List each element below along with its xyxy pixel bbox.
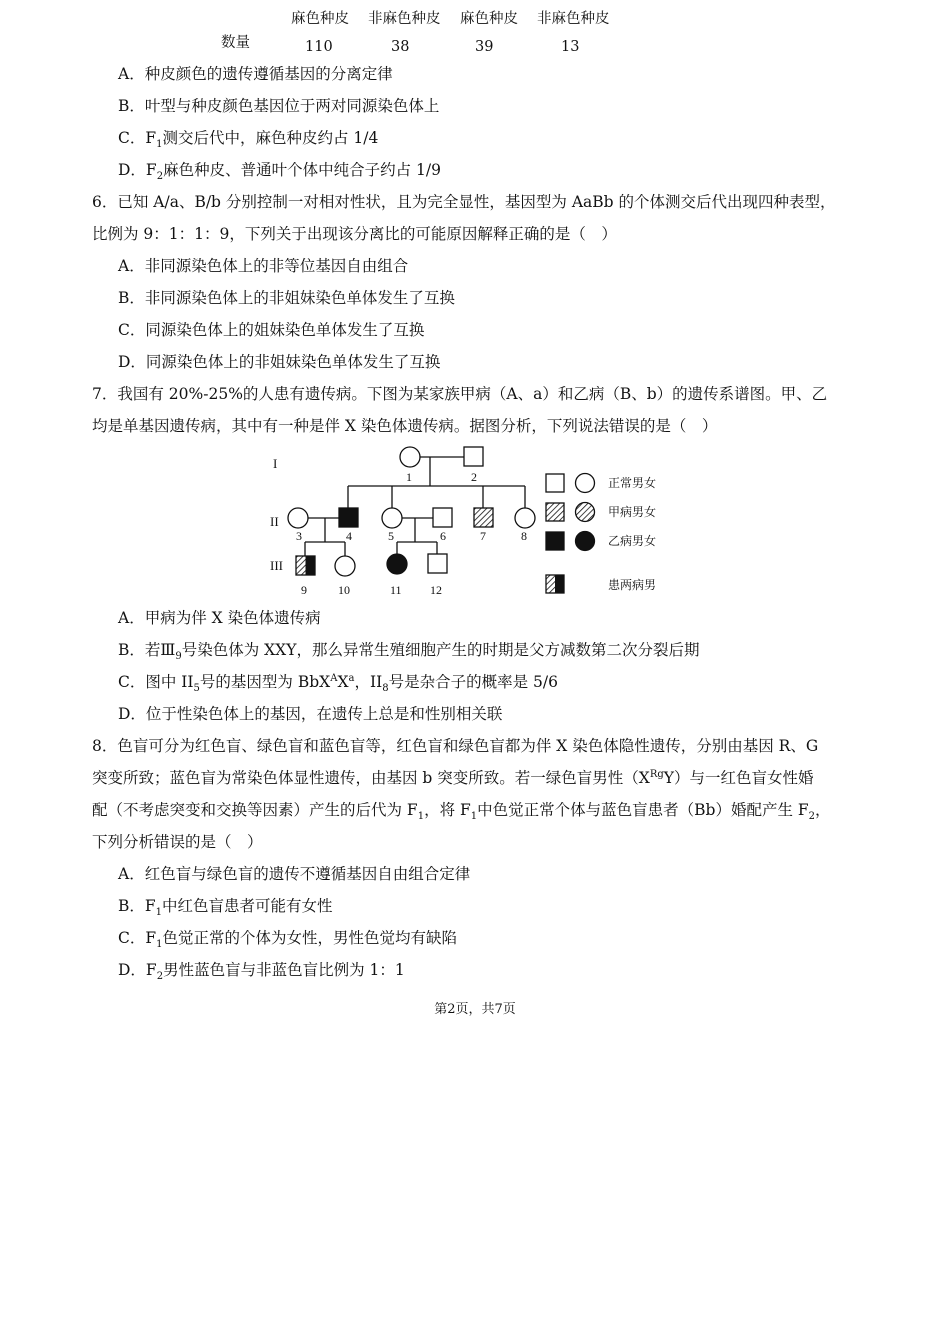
q5-option-a: A．种皮颜色的遗传遵循基因的分离定律 [118, 65, 393, 83]
id-label-6: 6 [440, 529, 446, 543]
individual-ii-6 [433, 508, 452, 527]
q7-option-c: C．图中 $II_5$号的基因型为 $BbX^AX^a$，$II_8$号是杂合子的概率是 5/6 [118, 672, 558, 695]
id-label-11: 11 [390, 583, 402, 597]
q8-stem-line1: 8．色盲可分为红色盲、绿色盲和蓝色盲等，红色盲和绿色盲都为伴 X 染色体隐性遗传，分别由基因 R、G [92, 737, 819, 755]
q6-option-c: C．同源染色体上的姐妹染色单体发生了互换 [118, 321, 425, 339]
id-label-9: 9 [301, 583, 307, 597]
q6-option-b: B．非同源染色体上的非姐妹染色单体发生了互换 [118, 289, 455, 307]
q8-stem-line2: 突变所致；蓝色盲为常染色体显性遗传，由基因 b 突变所致。若一绿色盲男性$(X^{Rg}Y)$与一红色盲女性婚 [92, 768, 814, 787]
individual-ii-3 [288, 508, 308, 528]
q7-stem-line1: 7．我国有 20%-25%的人患有遗传病。下图为某家族甲病（A、a）和乙病（B、b）的遗传系谱图。甲、乙 [92, 385, 828, 403]
legend-label-normal: 正常男女 [608, 476, 657, 490]
table-value-4: 13 [561, 39, 580, 55]
legend-label-a: 甲病男女 [608, 505, 657, 519]
pedigree-diagram [260, 446, 680, 606]
legend-both-male-half [555, 575, 564, 593]
id-label-10: 10 [338, 583, 350, 597]
table-header-4: 非麻色种皮 [537, 11, 610, 27]
individual-i-2 [464, 447, 483, 466]
table-header-2: 非麻色种皮 [368, 11, 441, 27]
page-footer: 第2页，共7页 [434, 1002, 516, 1017]
q6-option-a: A．非同源染色体上的非等位基因自由组合 [118, 257, 409, 275]
legend-b-female [576, 532, 595, 551]
q5-option-d: D．$F_2$麻色种皮、普通叶个体中纯合子约占 1/9 [118, 161, 441, 183]
q8-option-d: D．$F_2$男性蓝色盲与非蓝色盲比例为 1：1 [118, 961, 405, 983]
gen-label-i: I [273, 456, 278, 471]
legend-normal-female [576, 474, 595, 493]
legend-b-male [546, 532, 564, 550]
q8-option-b: B．$F_1$中红色盲患者可能有女性 [118, 897, 333, 919]
id-label-12: 12 [430, 583, 442, 597]
q7-stem-line2: 均是单基因遗传病，其中有一种是伴 X 染色体遗传病。据图分析，下列说法错误的是（ ） [92, 417, 718, 435]
id-label-1: 1 [406, 470, 412, 484]
q8-stem-line4: 下列分析错误的是（ ） [92, 833, 263, 851]
table-value-2: 38 [391, 39, 410, 55]
gen-label-iii: III [270, 558, 283, 573]
q7-option-b: B．若$Ⅲ_9$号染色体为 XXY，那么异常生殖细胞产生的时期是父方减数第二次分裂后期 [118, 641, 700, 663]
legend-label-b: 乙病男女 [608, 534, 657, 548]
table-header-1: 麻色种皮 [291, 11, 349, 27]
q6-option-d: D．同源染色体上的非姐妹染色单体发生了互换 [118, 353, 441, 371]
id-label-2: 2 [471, 470, 477, 484]
individual-iii-11 [387, 554, 407, 574]
q7-option-d: D．位于性染色体上的基因，在遗传上总是和性别相关联 [118, 705, 503, 723]
individual-ii-4 [339, 508, 358, 527]
table-header-3: 麻色种皮 [460, 11, 518, 27]
table-value-1: 110 [305, 39, 333, 55]
q8-option-a: A．红色盲与绿色盲的遗传不遵循基因自由组合定律 [118, 865, 471, 883]
q5-option-c: C．$F_1$测交后代中，麻色种皮约占 1/4 [118, 129, 379, 151]
individual-ii-7 [474, 508, 493, 527]
individual-i-1 [400, 447, 420, 467]
legend-normal-male [546, 474, 564, 492]
q6-stem-line2: 比例为 9：1：1：9，下列关于出现该分离比的可能原因解释正确的是（ ） [92, 225, 617, 243]
table-row-label: 数量 [221, 35, 250, 51]
individual-iii-12 [428, 554, 447, 573]
id-label-3: 3 [296, 529, 302, 543]
legend-a-male [546, 503, 564, 521]
q7-option-a: A．甲病为伴 X 染色体遗传病 [118, 609, 321, 627]
table-value-3: 39 [475, 39, 494, 55]
individual-ii-8 [515, 508, 535, 528]
legend-label-both: 患两病男 [608, 578, 657, 592]
legend-a-female [576, 503, 595, 522]
individual-iii-10 [335, 556, 355, 576]
id-label-8: 8 [521, 529, 527, 543]
q8-option-c: C．$F_1$色觉正常的个体为女性，男性色觉均有缺陷 [118, 929, 458, 951]
individual-ii-5 [382, 508, 402, 528]
individual-iii-9-half [306, 556, 316, 575]
id-label-4: 4 [346, 529, 352, 543]
id-label-5: 5 [388, 529, 394, 543]
q6-stem-line1: 6．已知 A/a、B/b 分别控制一对相对性状，且为完全显性，基因型为 AaBb 的个体测交后代出现四种表型， [92, 193, 836, 211]
q5-option-b: B．叶型与种皮颜色基因位于两对同源染色体上 [118, 97, 440, 115]
gen-label-ii: II [270, 514, 279, 529]
id-label-7: 7 [480, 529, 486, 543]
q8-stem-line3: 配（不考虑突变和交换等因素）产生的后代为 $F_1$，将 $F_1$中色觉正常个体与蓝色盲患者（Bb）婚配产生 $F_2$， [92, 801, 831, 823]
